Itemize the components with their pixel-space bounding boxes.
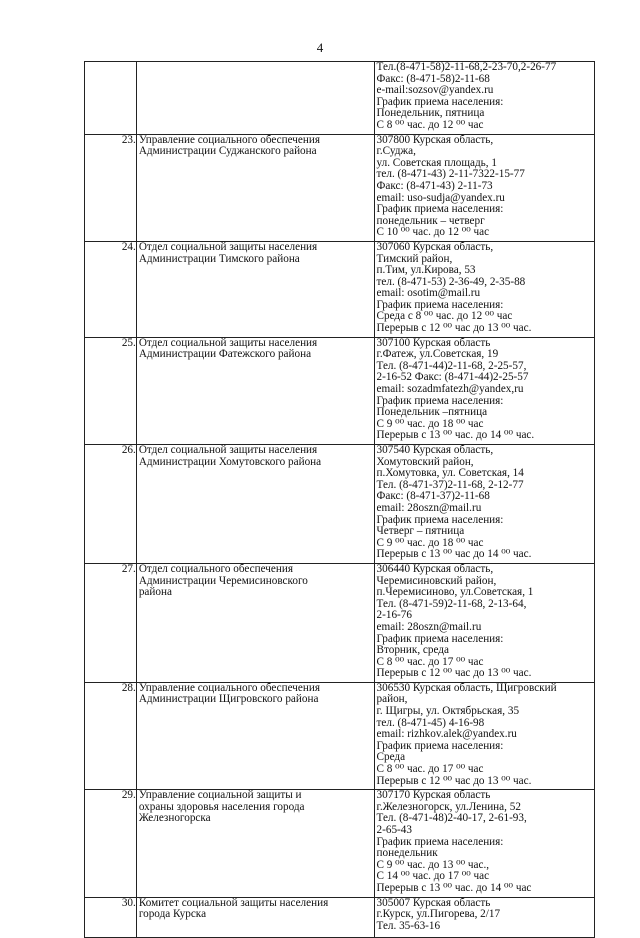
row-number: 24. xyxy=(85,241,137,337)
organization-name-line: Администрации Фатежского района xyxy=(138,348,312,361)
table-row xyxy=(85,682,595,789)
contact-info-line: Черемисиновский район, xyxy=(376,574,497,587)
row-number: 28. xyxy=(85,682,137,789)
contact-info-line: п.Тим, ул.Кирова, 53 xyxy=(376,264,476,277)
contact-info-line: Хомутовский район, xyxy=(376,455,474,468)
contact-info-line: понедельник xyxy=(376,847,438,860)
contact-info xyxy=(374,445,594,564)
contact-info-line: График приема населения: xyxy=(376,835,504,848)
contact-info-line: Среда xyxy=(376,751,406,764)
contact-info-line: г.Железногорск, ул.Ленина, 52 xyxy=(376,800,521,813)
organization-name-line: Администрации Тимского района xyxy=(138,252,300,265)
contact-info-line: С 8 ⁰⁰ час. до 17 ⁰⁰ час xyxy=(376,655,484,668)
contact-info-line: Факс: (8-471-58)2-11-68 xyxy=(376,72,490,85)
organization-name-line: Администрации Щигровского района xyxy=(138,693,319,706)
organization-name-line: охраны здоровья населения города xyxy=(138,800,305,813)
office-table xyxy=(84,61,595,938)
table-row xyxy=(85,241,595,337)
table-row xyxy=(85,445,595,564)
contact-info-line: п.Черемисиново, ул.Советская, 1 xyxy=(376,586,534,599)
row-number: 26. xyxy=(85,445,137,564)
contact-info-line: 307800 Курская область, xyxy=(376,134,494,146)
contact-info-line: Перерыв с 12 ⁰⁰ час до 13 ⁰⁰ час. xyxy=(376,774,532,787)
contact-info-line: г. Щигры, ул. Октябрьская, 35 xyxy=(376,705,520,718)
contact-info-line: email: sozadmfatezh@yandex,ru xyxy=(376,383,524,396)
page-number: 4 xyxy=(316,40,324,55)
contact-info-line: Среда с 8 ⁰⁰ час. до 12 ⁰⁰ час xyxy=(376,310,513,323)
contact-info-line: График приема населения: xyxy=(376,95,504,108)
organization-name xyxy=(136,682,374,789)
table-row xyxy=(85,790,595,897)
contact-info-line: Тел. (8-471-48)2-40-17, 2-61-93, xyxy=(376,812,527,825)
contact-info xyxy=(374,790,594,897)
contact-info-line: 306440 Курская область, xyxy=(376,563,494,575)
contact-info-line: График приема населения: xyxy=(376,739,504,752)
row-number: 30. xyxy=(85,897,137,937)
contact-info-line: Четверг – пятница xyxy=(376,525,465,538)
contact-info-line: г.Фатеж, ул.Советская, 19 xyxy=(376,348,499,361)
contact-info xyxy=(374,134,594,241)
row-number xyxy=(85,62,137,135)
contact-info-line: 307540 Курская область, xyxy=(376,444,494,456)
contact-info-line: График приема населения: xyxy=(376,632,504,645)
organization-name-line: Управление социального обеспечения xyxy=(138,682,321,694)
contact-info-line: Факс: (8-471-43) 2-11-73 xyxy=(376,179,493,192)
organization-name-line: города Курска xyxy=(138,908,207,921)
contact-info-line: email: 28oszn@mail.ru xyxy=(376,501,482,514)
contact-info-line: email: uso-sudja@yandex.ru xyxy=(376,191,505,204)
contact-info-line: Перерыв с 12 ⁰⁰ час до 13 ⁰⁰ час. xyxy=(376,322,532,335)
organization-name-line: района xyxy=(138,586,172,599)
row-number: 23. xyxy=(85,134,137,241)
contact-info-line: email: 28oszn@mail.ru xyxy=(376,620,482,633)
contact-info-line: г.Курск, ул.Пигорева, 2/17 xyxy=(376,908,501,921)
contact-info xyxy=(374,897,594,937)
contact-info-line: С 8 ⁰⁰ час. до 12 ⁰⁰ час xyxy=(376,118,484,131)
organization-name xyxy=(136,445,374,564)
contact-info-line: С 10 ⁰⁰ час. до 12 ⁰⁰ час xyxy=(376,226,490,239)
contact-info-line: С 8 ⁰⁰ час. до 17 ⁰⁰ час xyxy=(376,763,484,776)
organization-name-line: Управление социального обеспечения xyxy=(138,134,321,146)
contact-info xyxy=(374,241,594,337)
contact-info-line: тел. (8-471-45) 4-16-98 xyxy=(376,716,485,729)
organization-name xyxy=(136,563,374,682)
contact-info-line: 2-65-43 xyxy=(376,824,412,836)
contact-info-line: График приема населения: xyxy=(376,298,504,311)
contact-info-line: С 9 ⁰⁰ час. до 18 ⁰⁰ час xyxy=(376,417,484,430)
contact-info-line: С 9 ⁰⁰ час. до 13 ⁰⁰ час., xyxy=(376,858,490,871)
organization-name-line: Администрации Суджанского района xyxy=(138,145,317,158)
table-row xyxy=(85,337,595,444)
contact-info-line: Факс: (8-471-37)2-11-68 xyxy=(376,490,490,503)
organization-name-line: Отдел социальной защиты населения xyxy=(138,241,318,253)
contact-info-line: График приема населения: xyxy=(376,203,504,216)
organization-name-line: Администрации Хомутовского района xyxy=(138,455,322,468)
table-row xyxy=(85,134,595,241)
contact-info-line: Тел. (8-471-44)2-11-68, 2-25-57, xyxy=(376,359,527,372)
contact-info-line: п.Хомутовка, ул. Советская, 14 xyxy=(376,467,524,480)
contact-info-line: Тимский район, xyxy=(376,252,453,265)
contact-info-line: Понедельник –пятница xyxy=(376,406,488,419)
organization-name-line: Комитет социальной защиты населения xyxy=(138,897,329,909)
contact-info-line: С 9 ⁰⁰ час. до 18 ⁰⁰ час xyxy=(376,536,484,549)
organization-name xyxy=(136,790,374,897)
office-table-body xyxy=(85,62,595,938)
organization-name xyxy=(136,241,374,337)
contact-info-line: Перерыв с 13 ⁰⁰ час. до 14 ⁰⁰ час. xyxy=(376,429,535,442)
contact-info xyxy=(374,62,594,135)
contact-info-line: email: rizhkov.alek@yandex.ru xyxy=(376,728,517,741)
contact-info xyxy=(374,682,594,789)
contact-info-line: Тел. (8-471-37)2-11-68, 2-12-77 xyxy=(376,478,524,491)
contact-info-line: Тел. (8-471-59)2-11-68, 2-13-64, xyxy=(376,597,527,610)
contact-info-line: 307100 Курская область xyxy=(376,337,491,349)
contact-info-line: Тел. 35-63-16 xyxy=(376,919,441,932)
contact-info-line: 306530 Курская область, Щигровский xyxy=(376,682,557,694)
organization-name-line: Управление социальной защиты и xyxy=(138,789,302,802)
contact-info-line: Перерыв с 13 ⁰⁰ час до 14 ⁰⁰ час. xyxy=(376,548,532,561)
organization-name-line: Отдел социальной защиты населения xyxy=(138,337,318,349)
contact-info-line: ул. Советская площадь, 1 xyxy=(376,156,497,169)
contact-info-line: 2-16-76 xyxy=(376,609,412,622)
contact-info-line: С 14 ⁰⁰ час. до 17 ⁰⁰ час xyxy=(376,870,490,883)
organization-name-line: Отдел социальной защиты населения xyxy=(138,444,318,456)
organization-name-line: Администрации Черемисиновского xyxy=(138,574,308,587)
row-number: 25. xyxy=(85,337,137,444)
contact-info-line: 305007 Курская область xyxy=(376,897,491,909)
table-row xyxy=(85,563,595,682)
table-row xyxy=(85,897,595,937)
row-number: 27. xyxy=(85,563,137,682)
contact-info-line: e-mail:sozsov@yandex.ru xyxy=(376,84,494,97)
organization-name xyxy=(136,134,374,241)
organization-name-line: Отдел социального обеспечения xyxy=(138,563,293,575)
contact-info-line: Понедельник, пятница xyxy=(376,107,485,120)
contact-info-line: г.Суджа, xyxy=(376,145,416,158)
contact-info-line: Перерыв с 12 ⁰⁰ час до 13 ⁰⁰ час. xyxy=(376,667,532,680)
contact-info-line: 2-16-52 Факс: (8-471-44)2-25-57 xyxy=(376,371,529,384)
organization-name xyxy=(136,62,374,135)
contact-info xyxy=(374,563,594,682)
organization-name xyxy=(136,897,374,937)
contact-info-line: email: osotim@mail.ru xyxy=(376,287,481,300)
contact-info-line: понедельник – четверг xyxy=(376,214,485,227)
row-number: 29. xyxy=(85,790,137,897)
contact-info-line: 307060 Курская область, xyxy=(376,241,494,253)
contact-info-line: График приема населения: xyxy=(376,394,504,407)
contact-info-line: 307170 Курская область xyxy=(376,789,491,802)
table-row xyxy=(85,62,595,135)
contact-info-line: Перерыв с 13 ⁰⁰ час. до 14 ⁰⁰ час xyxy=(376,881,532,894)
contact-info xyxy=(374,337,594,444)
contact-info-line: тел. (8-471-43) 2-11-7322-15-77 xyxy=(376,168,525,181)
contact-info-line: Тел.(8-471-58)2-11-68,2-23-70,2-26-77 xyxy=(376,61,557,73)
contact-info-line: тел. (8-471-53) 2-36-49, 2-35-88 xyxy=(376,275,526,288)
contact-info-line: Вторник, среда xyxy=(376,644,449,657)
organization-name-line: Железногорска xyxy=(138,812,211,825)
contact-info-line: График приема населения: xyxy=(376,513,504,526)
organization-name xyxy=(136,337,374,444)
contact-info-line: район, xyxy=(376,693,408,706)
